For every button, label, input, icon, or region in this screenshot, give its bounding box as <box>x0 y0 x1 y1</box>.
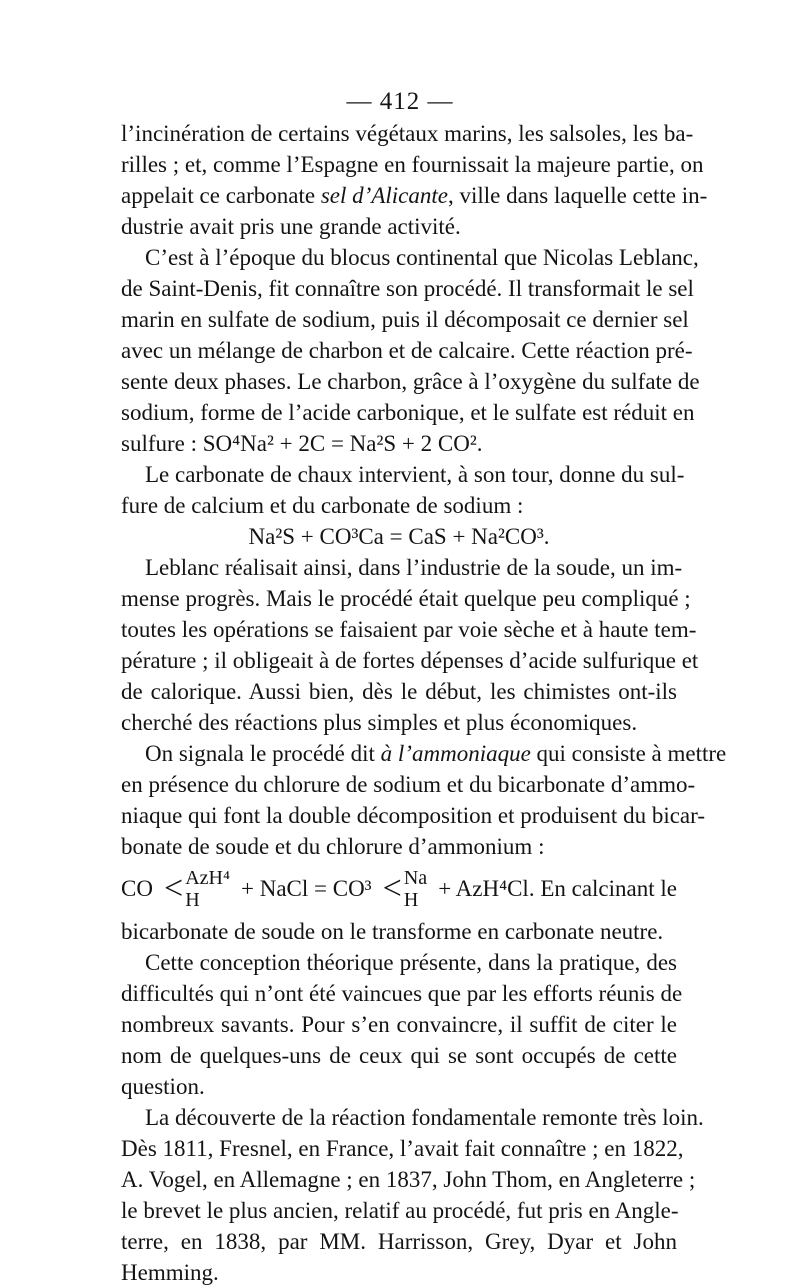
text-line: pérature ; il obligeait à de fortes dépenses d’acide sulfurique et <box>121 648 699 673</box>
text-line: nom de quelques-uns de ceux qui se sont occupés de cette <box>121 1043 677 1068</box>
text-line: de calorique. Aussi bien, dès le début, les chimistes ont-ils <box>121 679 677 704</box>
eq-top-1: AzH⁴ <box>185 867 230 889</box>
text-line: sente deux phases. Le charbon, grâce à l’oxygène du sulfate de <box>121 369 700 394</box>
text-line: A. Vogel, en Allemagne ; en 1837, John Thom, en Angleterre ; <box>121 1167 696 1192</box>
text-line: difficultés qui n’ont été vaincues que par les efforts réunis de <box>121 981 683 1006</box>
chemical-equation <box>121 862 677 916</box>
text-line: l’incinération de certains végétaux marins, les salsoles, les ba- <box>121 121 694 146</box>
text-line: sodium, forme de l’acide carbonique, et le sulfate est réduit en <box>121 400 695 425</box>
text-line: Dès 1811, Fresnel, en France, l’avait fait connaître ; en 1822, <box>121 1136 684 1161</box>
text-line: niaque qui font la double décomposition et produisent du bicar- <box>121 803 705 828</box>
text-line: Cette conception théorique présente, dans la pratique, des <box>145 950 677 975</box>
text-line: La découverte de la réaction fondamentale remonte très loin. <box>145 1105 704 1130</box>
text-line: de Saint-Denis, fit connaître son procédé. Il transformait le sel <box>121 276 694 301</box>
text-line: Hemming. <box>121 1260 219 1285</box>
text-line: marin en sulfate de sodium, puis il décomposait ce dernier sel <box>121 307 689 332</box>
text-line: fure de calcium et du carbonate de sodium : <box>121 493 524 518</box>
text-line: sulfure : SO⁴Na² + 2C = Na²S + 2 CO². <box>121 431 483 456</box>
text-line: Na²S + CO³Ca = CaS + Na²CO³. <box>248 524 550 549</box>
text-line: terre, en 1838, par MM. Harrisson, Grey, Dyar et John <box>121 1229 677 1254</box>
text-line: Leblanc réalisait ainsi, dans l’industrie de la soude, un im- <box>145 555 683 580</box>
text-block-upper <box>121 118 727 862</box>
text-line: Le carbonate de chaux intervient, à son tour, donne du sul- <box>145 462 685 487</box>
eq-bottom-2: H <box>403 889 419 911</box>
eq-bracket-1: < <box>164 870 184 907</box>
eq-tail: + AzH⁴Cl. En calcinant le <box>438 876 677 901</box>
page-body <box>121 118 727 1288</box>
italic-term: à l’ammoniaque <box>380 741 531 766</box>
eq-middle: + NaCl = CO³ <box>240 876 372 901</box>
page-number: — 412 — <box>346 88 454 115</box>
text-block-lower <box>121 916 704 1288</box>
text-line: bicarbonate de soude on le transforme en carbonate neutre. <box>121 919 664 944</box>
eq-bottom-1: H <box>185 889 200 911</box>
text-line: avec un mélange de charbon et de calcaire. Cette réaction pré- <box>121 338 693 363</box>
eq-co: CO <box>121 876 153 901</box>
text-line: bonate de soude et du chlorure d’ammonium : <box>121 834 545 859</box>
text-line: question. <box>121 1074 205 1099</box>
italic-term: sel d’Alicante <box>320 183 448 208</box>
eq-group-1 <box>164 867 230 911</box>
text-line: dustrie avait pris une grande activité. <box>121 214 461 239</box>
text-line: nombreux savants. Pour s’en convaincre, il suffit de citer le <box>121 1012 677 1037</box>
text-line: en présence du chlorure de sodium et du bicarbonate d’ammo- <box>121 772 696 797</box>
text-line: toutes les opérations se faisaient par voie sèche et à haute tem- <box>121 617 697 642</box>
text-line: appelait ce carbonate sel d’Alicante, ville dans laquelle cette in- <box>121 183 708 208</box>
text-line: C’est à l’époque du blocus continental que Nicolas Leblanc, <box>145 245 699 270</box>
text-line: le brevet le plus ancien, relatif au procédé, fut pris en Angle- <box>121 1198 679 1223</box>
eq-top-2: Na <box>403 867 428 889</box>
eq-group-2 <box>383 867 428 911</box>
text-line: rilles ; et, comme l’Espagne en fournissait la majeure partie, on <box>121 152 704 177</box>
text-line: On signala le procédé dit à l’ammoniaque qui consiste à mettre <box>145 741 727 766</box>
eq-bracket-2: < <box>382 870 402 907</box>
text-line: mense progrès. Mais le procédé était quelque peu compliqué ; <box>121 586 691 611</box>
text-line: cherché des réactions plus simples et plus économiques. <box>121 710 638 735</box>
